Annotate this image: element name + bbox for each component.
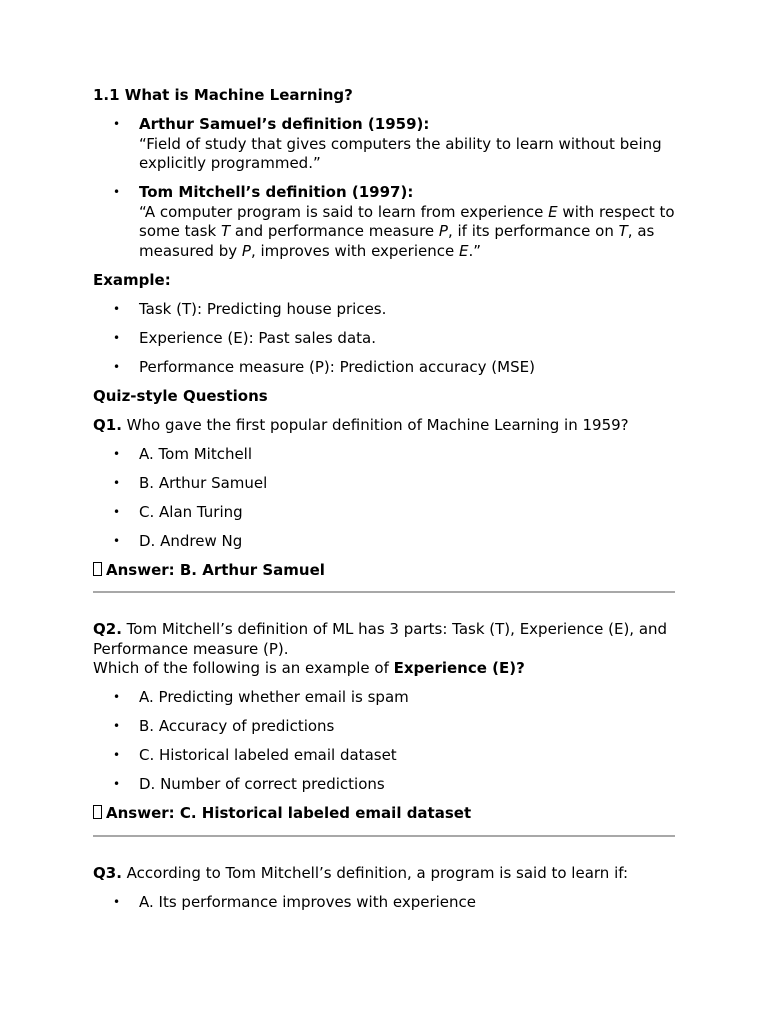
definitions-list	[93, 115, 683, 261]
mitchell-definition-quote: “A computer program is said to learn from experience E with respect to some task T and performance measure P, if its performance on T, as measured by P, improves with experience E.”	[139, 202, 675, 260]
divider	[93, 835, 675, 837]
list-item: • Experience (E): Past sales data.	[93, 329, 683, 349]
list-item: • D. Andrew Ng	[93, 532, 683, 552]
list-item: • C. Alan Turing	[93, 503, 683, 523]
list-item-mitchell-definition	[93, 183, 683, 261]
document-content	[93, 86, 683, 912]
check-box-icon	[93, 562, 102, 576]
list-item: • Task (T): Predicting house prices.	[93, 300, 683, 320]
example-list	[93, 300, 683, 378]
list-item: • Performance measure (P): Prediction accuracy (MSE)	[93, 358, 683, 378]
list-item: • A. Predicting whether email is spam	[93, 688, 683, 708]
example-heading: Example:	[93, 270, 171, 289]
divider	[93, 591, 675, 593]
q2-answer: Answer: C. Historical labeled email dataset	[93, 804, 683, 824]
section-title: 1.1 What is Machine Learning?	[93, 86, 353, 104]
check-box-icon	[93, 805, 102, 819]
q2-question: Q2. Tom Mitchell’s definition of ML has 3 parts: Task (T), Experience (E), and Performance measure (P). Which of the following is an example of Experience (E)?	[93, 620, 668, 677]
list-item-samuel-definition	[93, 115, 683, 174]
list-item: • B. Arthur Samuel	[93, 474, 683, 494]
q2-options	[93, 688, 683, 795]
list-item: • A. Tom Mitchell	[93, 445, 683, 465]
q1-options	[93, 445, 683, 552]
samuel-definition-quote: “Field of study that gives computers the ability to learn without being explicitly programmed.”	[139, 134, 662, 172]
mitchell-definition-title: Tom Mitchell’s definition (1997):	[139, 183, 414, 201]
q3-question: Q3. According to Tom Mitchell’s definition, a program is said to learn if:	[93, 863, 629, 882]
list-item: • C. Historical labeled email dataset	[93, 746, 683, 766]
quiz-heading: Quiz-style Questions	[93, 386, 268, 405]
q1-answer: Answer: B. Arthur Samuel	[93, 561, 683, 581]
list-item: • A. Its performance improves with experience	[93, 893, 683, 913]
q1-question: Q1. Who gave the first popular definition of Machine Learning in 1959?	[93, 415, 629, 434]
list-item: • D. Number of correct predictions	[93, 775, 683, 795]
q3-options	[93, 893, 683, 913]
list-item: • B. Accuracy of predictions	[93, 717, 683, 737]
samuel-definition-title: Arthur Samuel’s definition (1959):	[139, 115, 430, 133]
